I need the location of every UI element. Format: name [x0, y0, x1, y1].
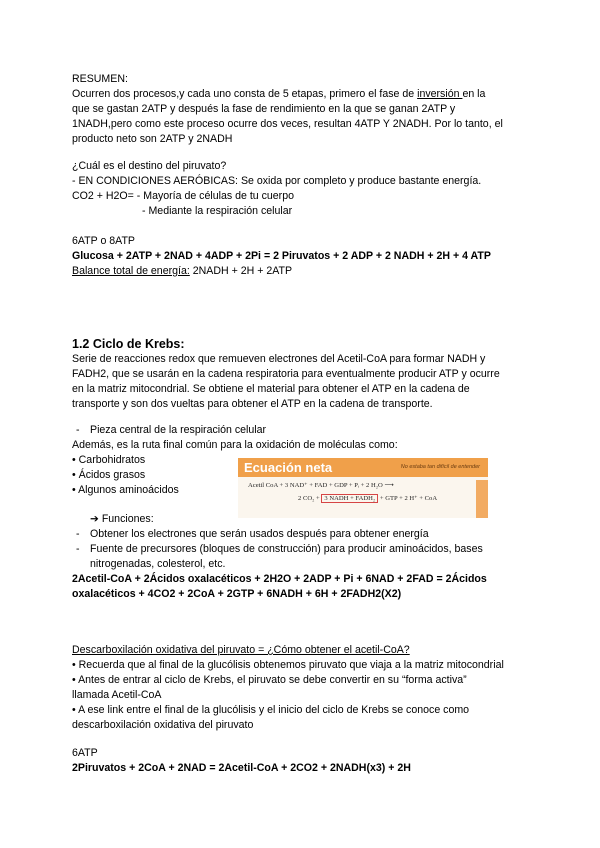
pieza-item: - Pieza central de la respiración celular: [72, 423, 532, 438]
descarboxilacion-line: descarboxilación oxidativa del piruvato: [72, 719, 254, 731]
descarboxilacion-line: llamada Acetil-CoA: [72, 689, 162, 701]
krebs-paragraph-line: en la matriz mitocondrial. Se obtiene el material para obtener el ATP en la cadena de: [72, 383, 470, 395]
figure-equation-line-2: [298, 494, 437, 503]
figure-subtitle: No estaba tan difícil de entender: [400, 464, 480, 470]
ecuacion-neta-figure: [238, 458, 488, 518]
resumen-text: Ocurren dos procesos,y cada uno consta de 5 etapas, primero el fase de: [72, 88, 418, 100]
resumen-line-3: 1NADH,pero como este proceso ocurre dos veces, resultan 4ATP Y 2NADH. Por lo tanto, el: [72, 118, 503, 130]
figure-header: [238, 458, 488, 477]
resumen-heading: RESUMEN:: [72, 73, 128, 85]
funcion-item-continued: nitrogenadas, colesterol, etc.: [90, 558, 226, 570]
piruvato-equation-section: [72, 746, 532, 776]
figure-equation-line-1: Acetil CoA + 3 NAD⁺ + FAD + GDP + Pᵢ + 2 H₂O ⟶: [248, 482, 394, 489]
funciones-label: ➔ Funciones:: [90, 513, 154, 525]
funcion-item: - Obtener los electrones que serán usados después para obtener energía: [72, 527, 532, 542]
glucosa-equation: Glucosa + 2ATP + 2NAD + 4ADP + 2Pi = 2 Piruvatos + 2 ADP + 2 NADH + 2H + 4 ATP: [72, 250, 491, 262]
krebs-paragraph-line: FADH2, que se usarán en la cadena respiratoria para eventualmente producir ATP y ocurre: [72, 368, 500, 380]
descarboxilacion-line: • Antes de entrar al ciclo de Krebs, el piruvato se debe convertir en su “forma activa”: [72, 674, 467, 686]
co2-line: CO2 + H2O= - Mayoría de células de tu cuerpo: [72, 190, 294, 202]
resumen-text: en la: [462, 88, 486, 100]
piruvato-question: ¿Cuál es el destino del piruvato?: [72, 160, 227, 172]
bullet-aminoacidos: • Algunos aminoácidos: [72, 484, 179, 496]
balance-label: Balance total de energía:: [72, 265, 190, 277]
descarboxilacion-section: [72, 643, 532, 733]
bullet-carbohidratos: • Carbohidratos: [72, 454, 146, 466]
krebs-equation-line-2: oxalacéticos + 4CO2 + 2CoA + 2GTP + 6NADH + 6H + 2FADH2(X2): [72, 588, 402, 600]
glucosa-atp: 6ATP o 8ATP: [72, 235, 136, 247]
piruvato-section: [72, 159, 532, 219]
ademas-line: Además, es la ruta final común para la oxidación de moléculas como:: [72, 439, 398, 451]
glucosa-section: [72, 234, 532, 279]
aerobic-line: - EN CONDICIONES AERÓBICAS: Se oxida por completo y produce bastante energía.: [72, 175, 482, 187]
resumen-section: [72, 72, 532, 147]
balance-value: 2NADH + 2H + 2ATP: [189, 265, 293, 277]
resumen-line-2: que se gastan 2ATP y después la fase de rendimiento en la que se ganan 2ATP y: [72, 103, 456, 115]
inversion-word: inversión: [417, 88, 463, 100]
bullet-acidos-grasos: • Ácidos grasos: [72, 469, 146, 481]
resumen-line-4: producto neto son 2ATP y 2NADH: [72, 133, 233, 145]
balance-line: [72, 264, 532, 279]
descarboxilacion-line: • Recuerda que al final de la glucólisis obtenemos piruvato que viaja a la matriz mitocondrial: [72, 659, 504, 671]
krebs-title: 1.2 Ciclo de Krebs:: [72, 337, 185, 351]
resumen-line-1: [72, 87, 532, 102]
krebs-equation-line-1: 2Acetil-CoA + 2Ácidos oxalacéticos + 2H2O + 2ADP + Pi + 6NAD + 2FAD = 2Ácidos: [72, 573, 487, 585]
figure-title: Ecuación neta: [244, 460, 333, 475]
figure-eq-part: 2 CO₂ +: [298, 495, 322, 502]
funcion-item: - Fuente de precursores (bloques de construcción) para producir aminoácidos, bases: [72, 542, 532, 557]
krebs-section: [72, 336, 532, 412]
krebs-paragraph-line: transporte y son dos vueltas para obtener el ATP en la cadena de transporte.: [72, 398, 433, 410]
figure-eq-boxed: 3 NADH + FADH₂: [321, 494, 378, 503]
descarboxilacion-title: Descarboxilación oxidativa del piruvato = ¿Cómo obtener el acetil-CoA?: [72, 644, 410, 656]
figure-eq-part: + GTP + 2 H⁺ + CoA: [378, 495, 438, 502]
piruvato-equation: 2Piruvatos + 2CoA + 2NAD = 2Acetil-CoA + 2CO2 + 2NADH(x3) + 2H: [72, 762, 411, 774]
funciones-section: [72, 512, 532, 602]
piruvato-atp: 6ATP: [72, 747, 98, 759]
descarboxilacion-line: • A ese link entre el final de la glucólisis y el inicio del ciclo de Krebs se conoce como: [72, 704, 470, 716]
krebs-paragraph-line: Serie de reacciones redox que remueven electrones del Acetil-CoA para formar NADH y: [72, 353, 486, 365]
respiracion-line: - Mediante la respiración celular: [142, 205, 293, 217]
